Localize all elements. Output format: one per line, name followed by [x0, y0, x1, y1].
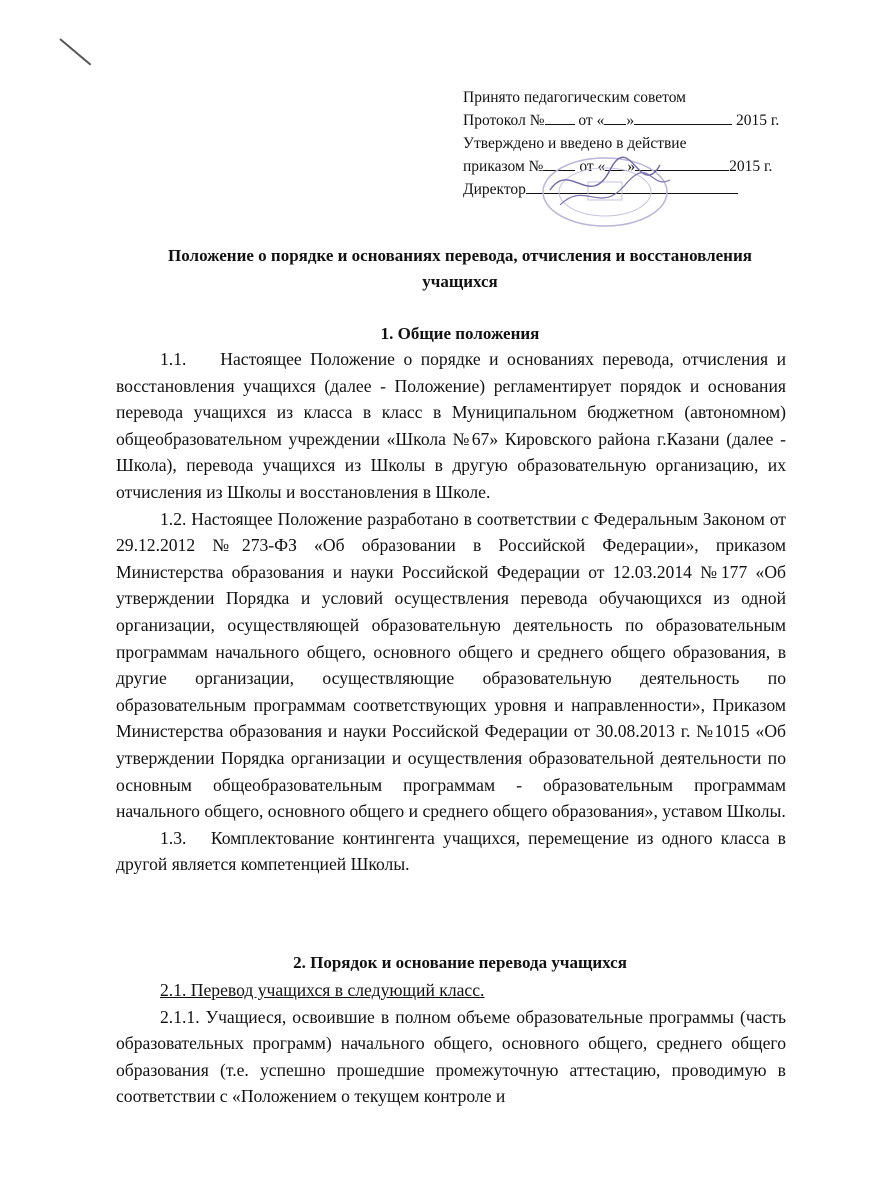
paragraph-1-3: 1.3. Комплектование контингента учащихся, перемещение из одного класса в другой является компетенцией Школы.: [116, 827, 786, 875]
paragraph-2-1: [116, 977, 786, 1004]
director-label: Директор: [463, 181, 526, 198]
title-line-1: Положение о порядке и основаниях перевода, отчисления и восстановления: [168, 246, 752, 265]
order-from-label: от «: [579, 158, 606, 175]
approval-council-text: Принято педагогическим советом: [463, 89, 686, 106]
protocol-from-label: от «: [578, 112, 605, 129]
paragraph-1-2: 1.2. Настоящее Положение разработано в соответствии с Федеральным Законом от 29.12.2012 №273-ФЗ «Об образовании в Российской Федерации», приказом Министерства образования и науки Российской Федерации от 12.03.2014 №177 «Об утверждении Порядка и условий осуществления перевода обучающихся из одной организации, осуществляющей образовательную деятельность по образовательным программам начального общего, основного общего и среднего общего образования, в другие организации, осуществляющие образовательную деятельность по образовательным программам соответствующих уровня и направленности», Приказом Министерства образования и науки Российской Федерации от 30.08.2013 г. №1015 «Об утверждении Порядка организации и осуществления образовательной деятельности по основным общеобразовательным программам - образовательным программам начального общего, основного общего и среднего общего образования», уставом Школы.: [116, 508, 786, 822]
director-signature-blank: [526, 179, 738, 194]
paragraph-2-1-heading: 2.1. Перевод учащихся в следующий класс.: [160, 980, 485, 1000]
title-line-2: учащихся: [422, 272, 498, 291]
order-label: приказом №: [463, 158, 544, 175]
section-2-title: 2. Порядок и основание перевода учащихся: [293, 953, 627, 972]
section-1-title: 1. Общие положения: [380, 324, 540, 343]
approval-line-council: [463, 86, 803, 109]
approval-line-protocol: [463, 109, 803, 132]
protocol-number-blank: [545, 110, 575, 125]
protocol-quote-close: »: [626, 112, 635, 129]
protocol-label: Протокол №: [463, 112, 545, 129]
section-2-body: [116, 977, 786, 1110]
scan-mark: [59, 38, 91, 65]
enacted-text: Утверждено и введено в действие: [463, 135, 687, 152]
section-1-body: [116, 346, 786, 878]
paragraph-2-1-1: 2.1.1. Учащиеся, освоившие в полном объеме образовательные программы (часть образовательных программ) начального общего, основного общего, среднего общего образования (т.е. успешно прошедшие промежуточную аттестацию, проводимую в соответствии с «Положением о текущем контроле и: [116, 1006, 786, 1107]
protocol-day-blank: [604, 110, 626, 125]
approval-block: [463, 86, 803, 201]
document-title: [100, 243, 820, 295]
paragraph-1-1: 1.1. Настоящее Положение о порядке и основаниях перевода, отчисления и восстановления учащихся (далее - Положение) регламентирует порядок и основания перевода учащихся из класса в класс в Муниципальном бюджетном (автономном) общеобразовательном учреждении «Школа №67» Кировского района г.Казани (далее - Школа), перевода учащихся из Школы в другую образовательную организацию, их отчисления из Школы и восстановления в Школе.: [116, 349, 786, 502]
approval-line-order: [463, 155, 803, 178]
order-number-blank: [543, 156, 575, 171]
order-quote-close: »: [627, 158, 636, 175]
order-month-blank: [635, 156, 729, 171]
approval-line-enacted: [463, 132, 803, 155]
protocol-month-blank: [634, 110, 732, 125]
order-day-blank: [605, 156, 627, 171]
order-year: 2015 г.: [729, 158, 773, 175]
protocol-year: 2015 г.: [735, 112, 780, 129]
approval-line-director: [463, 178, 803, 201]
